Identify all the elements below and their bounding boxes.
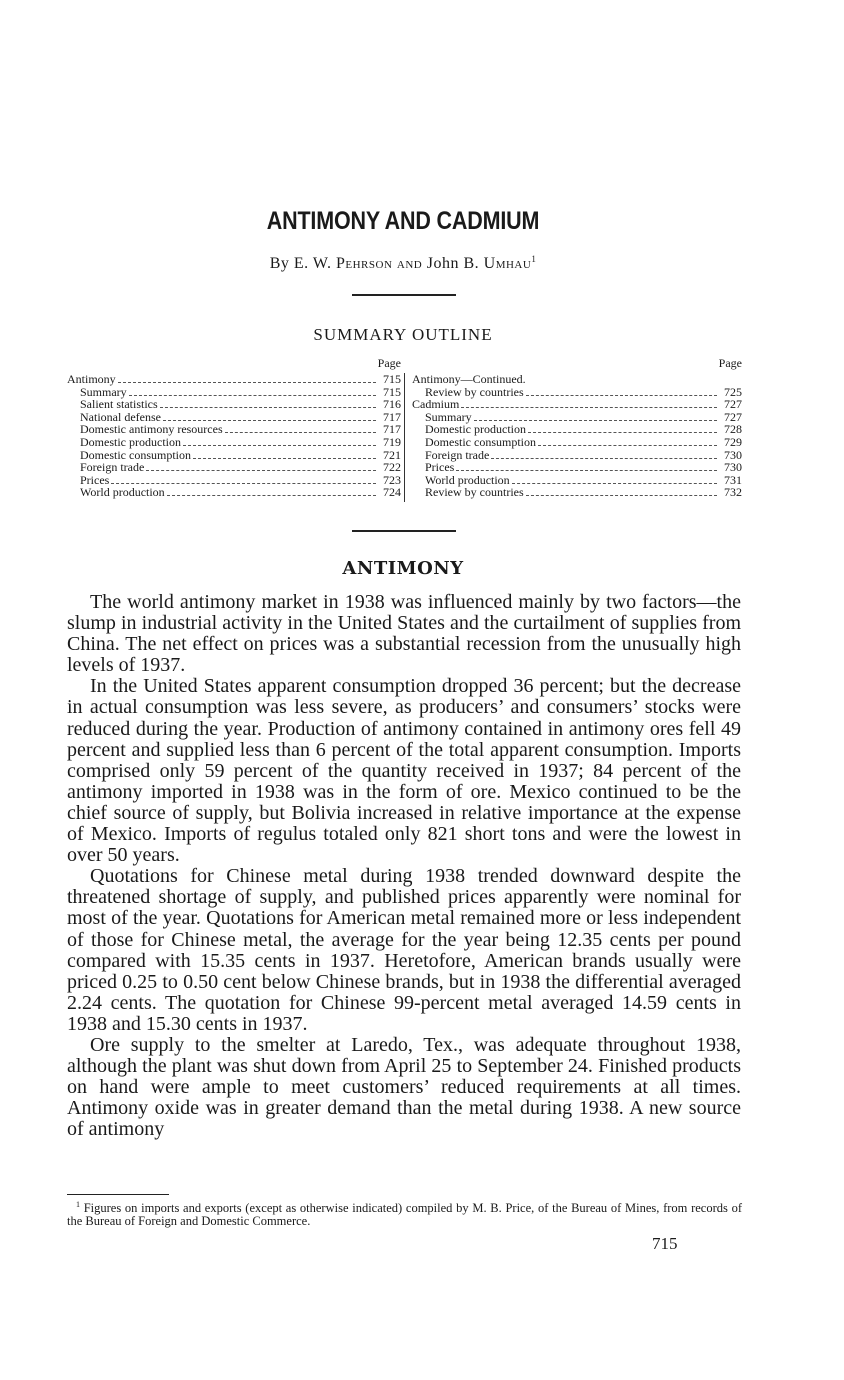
outline-entry-label: Domestic consumption bbox=[80, 447, 191, 462]
dot-leader bbox=[146, 469, 376, 471]
outline-entry-page: 730 bbox=[724, 447, 742, 462]
outline-entry bbox=[67, 436, 401, 449]
outline-entry-page: 727 bbox=[724, 397, 742, 412]
outline-entry-label: Summary bbox=[425, 409, 472, 424]
byline-and: and bbox=[396, 255, 423, 272]
outline-entry-label: Salient statistics bbox=[80, 397, 158, 412]
outline-entry-label: Domestic antimony resources bbox=[80, 422, 223, 437]
outline-column-divider bbox=[404, 373, 405, 502]
outline-entry bbox=[412, 449, 742, 462]
dot-leader bbox=[183, 444, 376, 446]
dot-leader bbox=[167, 494, 376, 496]
outline-entry-label: World production bbox=[425, 472, 510, 487]
outline-left-column bbox=[67, 356, 401, 499]
outline-entry-label: Review by countries bbox=[425, 485, 524, 500]
outline-entry bbox=[412, 461, 742, 474]
dot-leader bbox=[118, 381, 376, 383]
dot-leader bbox=[526, 394, 717, 396]
outline-right-column bbox=[412, 356, 742, 499]
outline-entry bbox=[412, 436, 742, 449]
outline-entry-page: 724 bbox=[383, 485, 401, 500]
page-column-header: Page bbox=[718, 356, 742, 370]
outline-entry-page: 723 bbox=[383, 472, 401, 487]
footnote-marker: 1 bbox=[76, 1200, 80, 1209]
dot-leader bbox=[129, 394, 376, 396]
footnote-reference: 1 bbox=[531, 254, 537, 264]
dot-leader bbox=[111, 482, 376, 484]
outline-entry-page: 716 bbox=[383, 397, 401, 412]
outline-entry-label: Domestic consumption bbox=[425, 434, 536, 449]
outline-entry bbox=[412, 386, 742, 399]
body-text bbox=[67, 592, 741, 1140]
outline-entry bbox=[412, 373, 742, 386]
dot-leader bbox=[528, 431, 717, 433]
outline-entry-label: Review by countries bbox=[425, 384, 524, 399]
outline-entry-page: 725 bbox=[724, 384, 742, 399]
dot-leader bbox=[163, 419, 376, 421]
outline-entry bbox=[412, 398, 742, 411]
dot-leader bbox=[474, 419, 717, 421]
footnote bbox=[67, 1198, 742, 1228]
outline-entry-label: Prices bbox=[80, 472, 110, 487]
dot-leader bbox=[193, 457, 376, 459]
author2-surname: Umhau bbox=[483, 255, 532, 272]
outline-entry-page: 729 bbox=[724, 434, 742, 449]
outline-entry-page: 717 bbox=[383, 409, 401, 424]
outline-entry-page: 732 bbox=[724, 485, 742, 500]
outline-divider bbox=[352, 530, 456, 532]
outline-entry-label: Antimony bbox=[67, 372, 116, 386]
footnote-text: Figures on imports and exports (except as otherwise indicated) compiled by M. B. Price, of the Bureau of Mines, from records of the Bureau of Foreign and Domestic Commerce. bbox=[67, 1201, 742, 1229]
outline-entry-page: 731 bbox=[724, 472, 742, 487]
outline-entry bbox=[67, 373, 401, 386]
byline-by: By bbox=[269, 255, 290, 272]
dot-leader bbox=[461, 406, 717, 408]
paragraph: Quotations for Chinese metal during 1938 trended downward despite the threatened shortage of supply, and published prices apparently were nominal for most of the year. Quotations for American metal remained more or less independent of those for Chinese metal, the average for the year being 12.35 cents per pound compared with 15.35 cents in 1937. Heretofore, American brands usually were priced 0.25 to 0.50 cent below Chinese brands, but in 1938 the differential averaged 2.24 cents. The quotation for Chinese 99-percent metal averaged 14.59 cents in 1938 and 15.30 cents in 1937. bbox=[67, 865, 741, 1035]
summary-outline-heading: SUMMARY OUTLINE bbox=[313, 325, 493, 344]
outline-entry-page: 722 bbox=[383, 460, 401, 475]
author1-initials: E. W. bbox=[293, 255, 332, 272]
outline-entry-label: Prices bbox=[425, 460, 455, 475]
outline-entry-page: 728 bbox=[724, 422, 742, 437]
document-title: ANTIMONY AND CADMIUM bbox=[266, 207, 540, 235]
outline-entry-label: Summary bbox=[80, 384, 127, 399]
dot-leader bbox=[160, 406, 376, 408]
section-heading: ANTIMONY bbox=[342, 558, 464, 579]
outline-entry-page: 727 bbox=[724, 409, 742, 424]
outline-entry-label: Domestic production bbox=[425, 422, 526, 437]
page-number: 715 bbox=[652, 1234, 678, 1253]
byline bbox=[0, 254, 806, 273]
outline-entry bbox=[412, 486, 742, 499]
outline-entry-label: Foreign trade bbox=[80, 460, 145, 475]
footnote-rule bbox=[67, 1194, 169, 1195]
dot-leader bbox=[526, 494, 717, 496]
outline-entry-label: National defense bbox=[80, 409, 161, 424]
paragraph: In the United States apparent consumption dropped 36 percent; but the decrease in actual consumption was less severe, as producers’ and consumers’ stocks were reduced during the year. Production of antimony contained in antimony ores fell 49 percent and supplied less than 6 percent of the total apparent consumption. Imports comprised only 59 percent of the quantity received in 1937; 84 percent of the antimony imported in 1938 was in the form of ore. Mexico continued to be the chief source of supply, but Bolivia increased in relative importance at the expense of Mexico. Imports of regulus totaled only 821 short tons and were the lowest in over 50 years. bbox=[67, 675, 741, 867]
page-column-header: Page bbox=[377, 356, 401, 370]
outline-entry-page: 715 bbox=[383, 384, 401, 399]
outline-entry-page: 717 bbox=[383, 422, 401, 437]
outline-entry-label: Foreign trade bbox=[425, 447, 490, 462]
title-divider bbox=[352, 294, 456, 296]
outline-entry bbox=[67, 398, 401, 411]
outline-entry-label: World production bbox=[80, 485, 165, 500]
dot-leader bbox=[491, 457, 717, 459]
author1-surname: Pehrson bbox=[335, 255, 393, 272]
paragraph: Ore supply to the smelter at Laredo, Tex., was adequate throughout 1938, although the plant was shut down from April 25 to September 24. Finished products on hand were ample to meet customers’ reduced requirements at all times. Antimony oxide was in greater demand than the metal during 1938. A new source of antimony bbox=[67, 1033, 741, 1141]
outline-entry-label: Domestic production bbox=[80, 434, 181, 449]
author2-given: John B. bbox=[426, 255, 480, 272]
dot-leader bbox=[512, 482, 717, 484]
outline-entry-page: 730 bbox=[724, 460, 742, 475]
paragraph: The world antimony market in 1938 was influenced mainly by two factors—the slump in industrial activity in the United States and the curtailment of supplies from China. The net effect on prices was a substantial recession from the unusually high levels of 1937. bbox=[67, 591, 741, 677]
outline-entry-page: 715 bbox=[383, 372, 401, 386]
dot-leader bbox=[538, 444, 717, 446]
outline-entry-page: 719 bbox=[383, 434, 401, 449]
dot-leader bbox=[456, 469, 717, 471]
outline-entry-label: Cadmium bbox=[412, 397, 460, 412]
dot-leader bbox=[225, 431, 376, 433]
outline-entry bbox=[67, 461, 401, 474]
outline-entry-label: Antimony—Continued. bbox=[412, 372, 526, 386]
outline-entry bbox=[67, 486, 401, 499]
outline-entry-page: 721 bbox=[383, 447, 401, 462]
